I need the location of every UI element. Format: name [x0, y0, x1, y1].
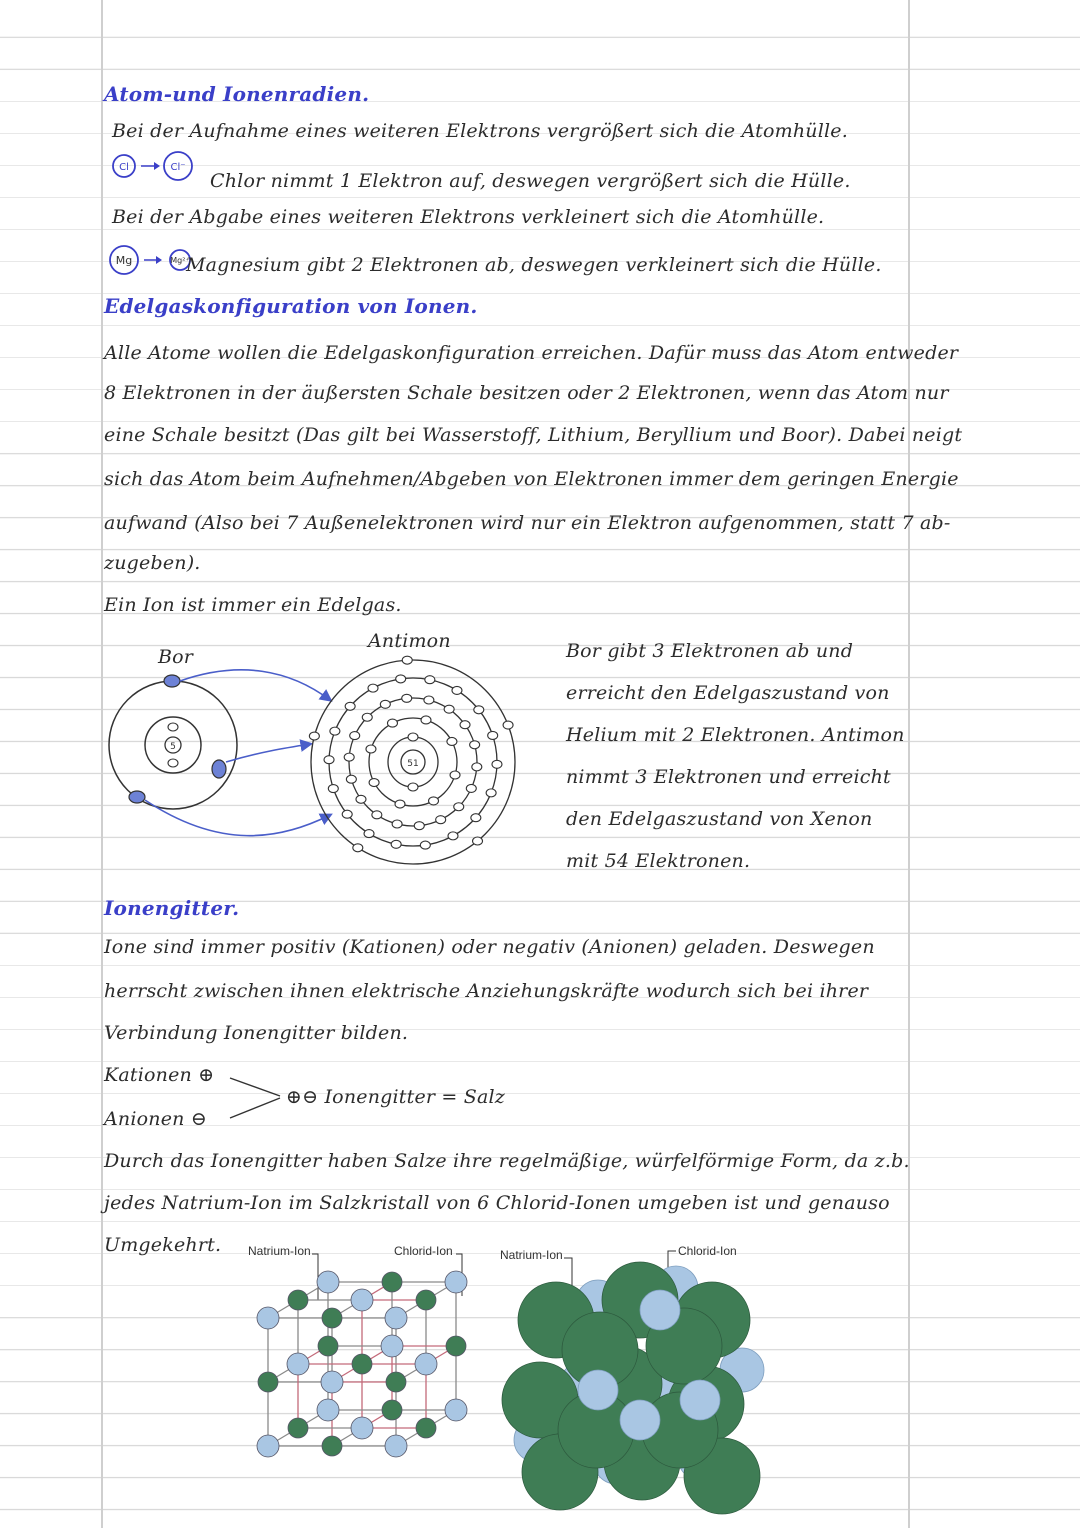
text-line: Alle Atome wollen die Edelgaskonfiguration erreichen. Dafür muss das Atom entweder [104, 342, 959, 364]
sodium-ion [445, 1271, 467, 1293]
chloride-ion [416, 1290, 436, 1310]
sodium-ion [317, 1399, 339, 1421]
explanation-line: Helium mit 2 Elektronen. Antimon [566, 724, 905, 746]
lattice-ions [257, 1271, 467, 1457]
text-line: zugeben). [104, 552, 201, 574]
sodium-ion [351, 1289, 373, 1311]
text-line: sich das Atom beim Aufnehmen/Abgeben von Elektronen immer dem geringen Energie [104, 468, 959, 490]
label-chlorid-ion: Chlorid-Ion [394, 1244, 453, 1258]
text-line: aufwand (Also bei 7 Außenelektronen wird nur ein Elektron aufgenommen, statt 7 ab- [104, 512, 951, 534]
text-line: Durch das Ionengitter haben Salze ihre regelmäßige, würfelförmige Form, da z.b. [104, 1150, 910, 1172]
kationen-label: Kationen ⊕ [104, 1064, 215, 1086]
chloride-ion [416, 1418, 436, 1438]
sodium-ion [257, 1435, 279, 1457]
chloride-ion [322, 1308, 342, 1328]
sodium-sphere [620, 1400, 660, 1440]
cl-ion-label: Cl⁻ [170, 162, 186, 173]
text-line: Bei der Abgabe eines weiteren Elektrons verkleinert sich die Atomhülle. [112, 206, 825, 228]
ionengitter-equation: ⊕⊖ Ionengitter = Salz [286, 1086, 506, 1108]
mg-atom-label: Mg [115, 254, 133, 267]
chloride-ion [386, 1372, 406, 1392]
text-line: eine Schale besitzt (Das gilt bei Wasserstoff, Lithium, Beryllium und Boor). Dabei neigt [104, 424, 963, 446]
sodium-ion [351, 1417, 373, 1439]
sodium-ion [415, 1353, 437, 1375]
chloride-ion [382, 1272, 402, 1292]
text-line: Verbindung Ionengitter bilden. [104, 1022, 409, 1044]
sodium-ion [445, 1399, 467, 1421]
text-line: Magnesium gibt 2 Elektronen ab, deswegen verkleinert sich die Hülle. [186, 254, 882, 276]
sodium-ion [381, 1335, 403, 1357]
explanation-line: mit 54 Elektronen. [566, 850, 751, 872]
chloride-ion [446, 1336, 466, 1356]
chloride-ion [382, 1400, 402, 1420]
text-line: Ione sind immer positiv (Kationen) oder negativ (Anionen) geladen. Deswegen [104, 936, 875, 958]
sodium-ion [317, 1271, 339, 1293]
chloride-ion [318, 1336, 338, 1356]
chloride-ion [322, 1436, 342, 1456]
sodium-ion [385, 1435, 407, 1457]
sphere-packing-model [502, 1262, 764, 1514]
antimon-label: Antimon [368, 630, 451, 652]
heading-atom-ionenradien: Atom-und Ionenradien. [104, 82, 370, 106]
text-line: jedes Natrium-Ion im Salzkristall von 6 Chlorid-Ionen umgeben ist und genauso [104, 1192, 890, 1214]
label-natrium-ion: Natrium-Ion [248, 1244, 311, 1258]
bor-nucleus-label: 5 [170, 742, 176, 752]
text-line: 8 Elektronen in der äußersten Schale besitzen oder 2 Elektronen, wenn das Atom nur [104, 382, 949, 404]
text-line: Umgekehrt. [104, 1234, 222, 1256]
sodium-ion [321, 1371, 343, 1393]
chloride-ion [352, 1354, 372, 1374]
sodium-ion [257, 1307, 279, 1329]
mg-ion-label: Mg²⁺ [170, 256, 190, 265]
bor-label: Bor [158, 646, 194, 668]
text-line: Chlor nimmt 1 Elektron auf, deswegen vergrößert sich die Hülle. [210, 170, 851, 192]
explanation-line: erreicht den Edelgaszustand von [566, 682, 890, 704]
label-natrium-ion: Natrium-Ion [500, 1248, 563, 1262]
label-chlorid-ion: Chlorid-Ion [678, 1244, 737, 1258]
explanation-line: nimmt 3 Elektronen und erreicht [566, 766, 891, 788]
antimon-nucleus-label: 51 [407, 759, 419, 769]
cl-atom-label: Cl [119, 162, 129, 173]
sodium-sphere [640, 1290, 680, 1330]
chloride-ion [288, 1290, 308, 1310]
sodium-sphere [680, 1380, 720, 1420]
explanation-line: Bor gibt 3 Elektronen ab und [566, 640, 854, 662]
sodium-ion [385, 1307, 407, 1329]
text-line: Bei der Aufnahme eines weiteren Elektrons vergrößert sich die Atomhülle. [112, 120, 848, 142]
text-line: herrscht zwischen ihnen elektrische Anziehungskräfte wodurch sich bei ihrer [104, 980, 869, 1002]
sodium-sphere [578, 1370, 618, 1410]
chloride-ion [258, 1372, 278, 1392]
heading-ionengitter: Ionengitter. [104, 896, 240, 920]
sodium-ion [287, 1353, 309, 1375]
anionen-label: Anionen ⊖ [104, 1108, 207, 1130]
explanation-line: den Edelgaszustand von Xenon [566, 808, 873, 830]
heading-edelgaskonfiguration: Edelgaskonfiguration von Ionen. [104, 294, 478, 318]
text-line: Ein Ion ist immer ein Edelgas. [104, 594, 402, 616]
chloride-ion [288, 1418, 308, 1438]
